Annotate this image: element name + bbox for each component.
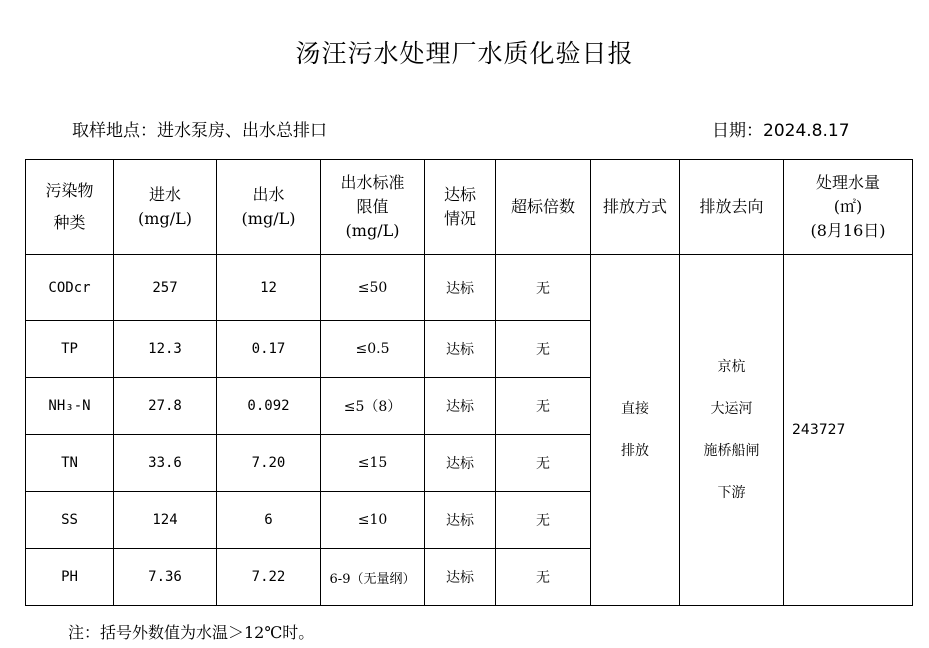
sampling-location: 取样地点：进水泵房、出水总排口 — [72, 121, 327, 141]
header-limit: 出水标准 限值 (mg/L) — [321, 160, 425, 255]
status-value: 达标 — [425, 435, 496, 492]
pollutant-name: PH — [26, 549, 114, 606]
influent-value: 33.6 — [114, 435, 217, 492]
exceed-value: 无 — [496, 549, 591, 606]
volume-value: 243727 — [784, 255, 913, 606]
discharge-direction-cell: 京杭 大运河 施桥船闸 下游 — [680, 255, 784, 606]
limit-value: 6-9（无量纲） — [321, 549, 425, 606]
influent-value: 7.36 — [114, 549, 217, 606]
header-exceed: 超标倍数 — [496, 160, 591, 255]
header-status: 达标 情况 — [425, 160, 496, 255]
effluent-value: 0.092 — [217, 378, 321, 435]
limit-value: ≤50 — [321, 255, 425, 321]
table-header-row — [26, 160, 913, 255]
pollutant-name: TP — [26, 321, 114, 378]
pollutant-name: TN — [26, 435, 114, 492]
limit-value: ≤5（8） — [321, 378, 425, 435]
influent-value: 124 — [114, 492, 217, 549]
header-pollutant: 污染物 种类 — [26, 160, 114, 255]
header-discharge-direction: 排放去向 — [680, 160, 784, 255]
effluent-value: 12 — [217, 255, 321, 321]
exceed-value: 无 — [496, 321, 591, 378]
exceed-value: 无 — [496, 435, 591, 492]
header-discharge-method: 排放方式 — [591, 160, 680, 255]
status-value: 达标 — [425, 492, 496, 549]
pollutant-name: SS — [26, 492, 114, 549]
header-effluent: 出水 (mg/L) — [217, 160, 321, 255]
exceed-value: 无 — [496, 492, 591, 549]
status-value: 达标 — [425, 321, 496, 378]
influent-value: 257 — [114, 255, 217, 321]
effluent-value: 7.20 — [217, 435, 321, 492]
status-value: 达标 — [425, 378, 496, 435]
exceed-value: 无 — [496, 378, 591, 435]
footnote: 注：括号外数值为水温＞12℃时。 — [68, 623, 315, 642]
discharge-method-cell: 直接 排放 — [591, 255, 680, 606]
pollutant-name: CODcr — [26, 255, 114, 321]
effluent-value: 0.17 — [217, 321, 321, 378]
influent-value: 12.3 — [114, 321, 217, 378]
header-influent: 进水 (mg/L) — [114, 160, 217, 255]
header-volume: 处理水量 (㎡) (8月16日) — [784, 160, 913, 255]
effluent-value: 6 — [217, 492, 321, 549]
limit-value: ≤0.5 — [321, 321, 425, 378]
status-value: 达标 — [425, 549, 496, 606]
effluent-value: 7.22 — [217, 549, 321, 606]
limit-value: ≤10 — [321, 492, 425, 549]
table-row — [26, 255, 913, 321]
water-quality-table — [25, 159, 913, 606]
influent-value: 27.8 — [114, 378, 217, 435]
exceed-value: 无 — [496, 255, 591, 321]
report-title: 汤汪污水处理厂水质化验日报 — [295, 39, 634, 68]
pollutant-name: NH₃-N — [26, 378, 114, 435]
limit-value: ≤15 — [321, 435, 425, 492]
status-value: 达标 — [425, 255, 496, 321]
report-date: 日期：2024.8.17 — [712, 121, 850, 141]
